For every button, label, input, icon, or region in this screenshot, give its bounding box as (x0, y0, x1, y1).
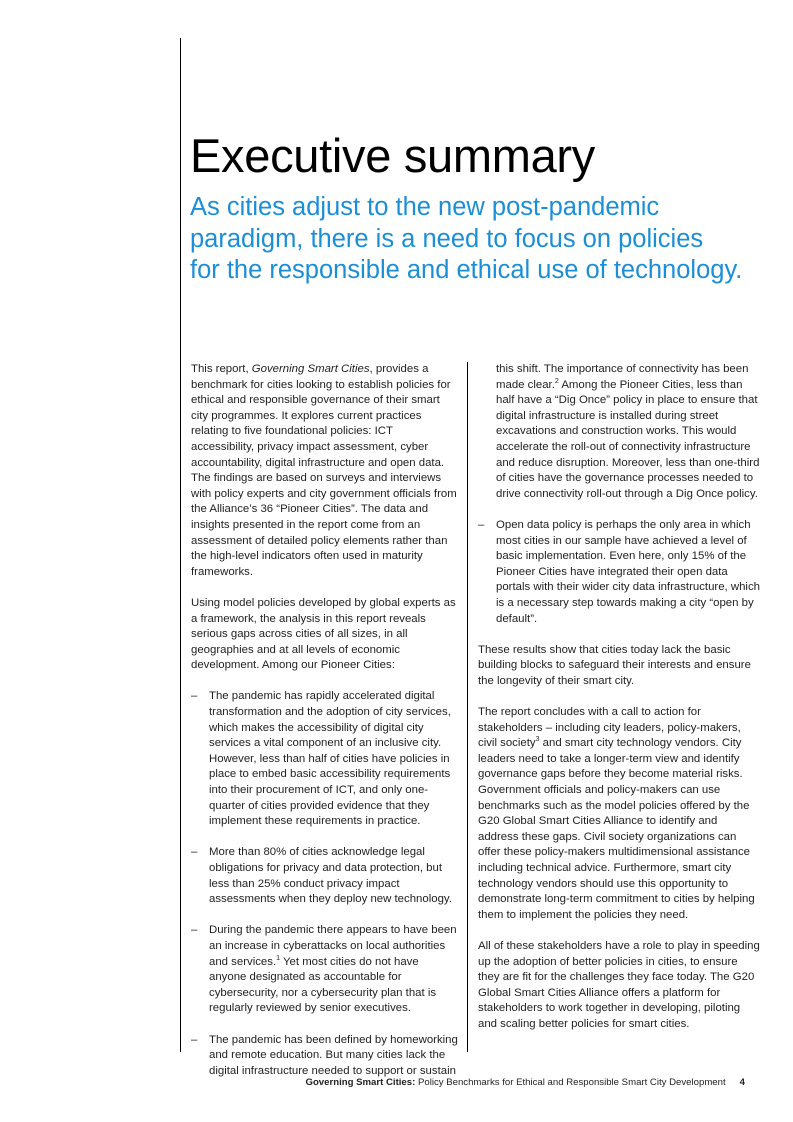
footer-report-title: Governing Smart Cities: (305, 1077, 416, 1088)
report-title-italic: Governing Smart Cities (251, 363, 370, 375)
call-to-action-paragraph (478, 705, 760, 923)
left-column (191, 362, 459, 1095)
intro-text: This report, (191, 363, 252, 375)
right-column (478, 362, 760, 1048)
page-title: Executive summary (190, 129, 595, 182)
footnote-ref[interactable]: 1 (276, 954, 281, 962)
results-paragraph: These results show that cities today lack the basic building blocks to safeguard their interests and ensure the longevity of their smart city. (478, 643, 751, 687)
subtitle-line-2: paradigm, there is a need to focus on policies (190, 224, 704, 253)
page-subtitle (190, 192, 770, 287)
subtitle-line-3: for the responsible and ethical use of technology. (190, 256, 743, 284)
finding-text: The pandemic has rapidly accelerated digital transformation and the adoption of city services, which makes the accessibility of digital city services a vital component of an inclusive city. However, less than half of cities have policies in place to embed basic accessibility requirements into their procurement of ICT, and only one-quarter of cities provided evidence that they implement these requirements in practice. (209, 690, 451, 828)
finding-text-cont: Yet most cities do not have anyone designated as accountable for cybersecurity, nor a cybersecurity plan that is regularly reviewed by senior executives. (209, 955, 437, 1015)
findings-list (191, 689, 459, 1079)
cta-text: The report concludes with a call to action for stakeholders – including city leaders, policy-makers, civil society (478, 706, 741, 750)
footnote-ref[interactable]: 3 (535, 736, 540, 744)
finding-infrastructure (191, 1033, 459, 1080)
cta-text-cont: and smart city technology vendors. City leaders need to take a longer-term view and identify governance gaps before they become material risks. Government officials and policy-makers can use benchmarks such as the model policies offered by the G20 Global Smart Cities Alliance to identify and address these gaps. Civil society organizations can offer these policy-makers multidimensional assistance including technical advice. Furthermore, smart city technology vendors should use this opportunity to demonstrate long-term commitment to cities by helping them to implement the policies they need. (478, 737, 755, 921)
findings-list-cont (478, 362, 760, 627)
finding-text: this shift. The importance of connectivity has been made clear. (496, 363, 749, 391)
footer-report-subtitle: Policy Benchmarks for Ethical and Responsible Smart City Development (415, 1077, 726, 1088)
page-footer (305, 1077, 745, 1088)
margin-rule (180, 38, 181, 1052)
closing-paragraph: All of these stakeholders have a role to play in speeding up the adoption of better policies in cities, to ensure they are fit for the challenges they face today. The G20 Global Smart Cities Alliance offers a platform for stakeholders to work together in developing, piloting and scaling better policies for smart cities. (478, 939, 760, 1030)
finding-privacy (191, 845, 459, 907)
finding-text-cont: Among the Pioneer Cities, less than half have a “Dig Once” policy in place to ensure that digital infrastructure is installed during street excavations and construction works. This would accelerate the roll-out of connectivity infrastructure and reduce disruption. Moreover, less than one-third of cities have the governance processes needed to drive connectivity roll-out through a Dig Once policy. (496, 378, 760, 500)
finding-accessibility (191, 689, 459, 829)
dash-bullet: – (191, 924, 198, 937)
finding-infrastructure-cont (478, 362, 760, 502)
finding-text: More than 80% of cities acknowledge legal obligations for privacy and data protection, but less than 25% conduct privacy impact assessments when they deploy new technology. (209, 846, 452, 906)
finding-text: Open data policy is perhaps the only area in which most cities in our sample have achieved a level of basic implementation. Even here, only 15% of the Pioneer Cities have integrated their open data portals with their wider city data infrastructure, which is a necessary step towards making a city “open by default”. (496, 518, 760, 625)
page-number: 4 (739, 1077, 745, 1088)
column-divider (467, 362, 468, 1052)
intro-paragraph (191, 362, 459, 580)
subtitle-line-1: As cities adjust to the new post-pandemic (190, 193, 660, 221)
finding-open-data (478, 518, 760, 627)
dash-bullet: – (191, 690, 198, 703)
framework-paragraph: Using model policies developed by global experts as a framework, the analysis in this report reveals serious gaps across cities of all sizes, in all geographies and at all levels of economic development. Among our Pioneer Cities: (191, 596, 456, 672)
finding-text: The pandemic has been defined by homeworking and remote education. But many cities lack the digital infrastructure needed to support or sustain (209, 1033, 458, 1077)
finding-text: During the pandemic there appears to have been an increase in cyberattacks on local authorities and services. (209, 924, 457, 968)
dash-bullet: – (478, 518, 485, 531)
finding-cyber (191, 923, 459, 1017)
footnote-ref[interactable]: 2 (554, 377, 559, 385)
dash-bullet: – (191, 1033, 198, 1046)
intro-text-cont: , provides a benchmark for cities looking to establish policies for ethical and responsible governance of their smart city programmes. It explores current practices relating to five foundational policies: ICT accessibility, privacy impact assessment, cyber accountability, digital infrastructure and open data. The findings are based on surveys and interviews with policy experts and city government officials from the Alliance’s 36 “Pioneer Cities”. The data and insights presented in the report come from an assessment of detailed policy elements rather than the high-level indicators often used in maturity frameworks. (191, 363, 457, 578)
dash-bullet: – (191, 846, 198, 859)
